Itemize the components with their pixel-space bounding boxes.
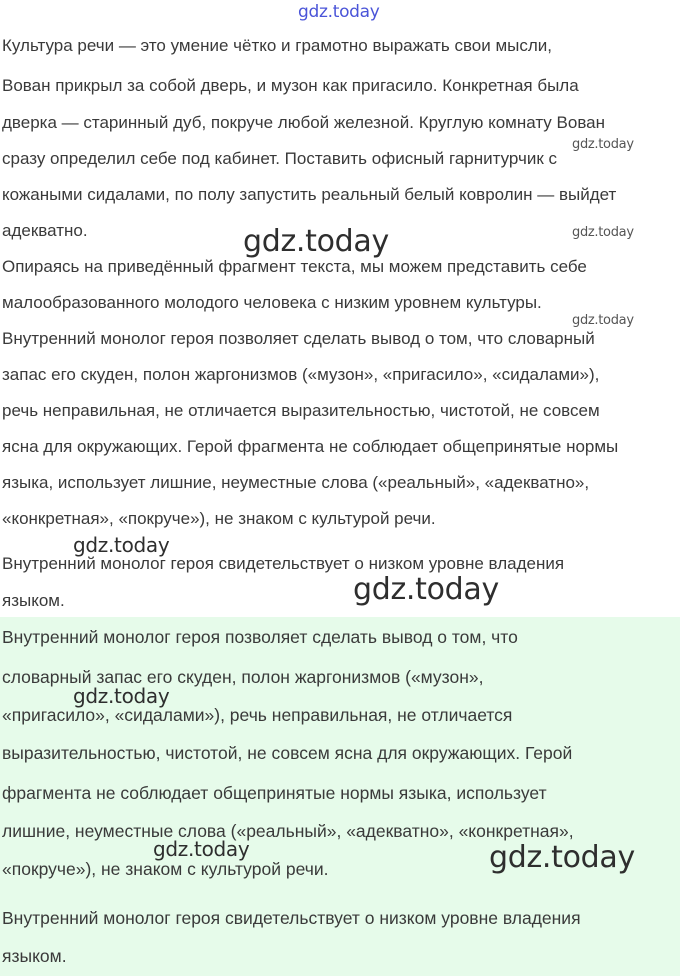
text-line: ясна для окружающих. Герой фрагмента не соблюдает общепринятые нормы — [2, 437, 619, 456]
text-line: языка, использует лишние, неуместные слова («реальный», «адекватно», — [2, 473, 590, 492]
text-line: лишние, неуместные слова («реальный», «адекватно», «конкретная», — [2, 821, 574, 841]
text-line: фрагмента не соблюдает общепринятые нормы языка, использует — [2, 783, 547, 803]
text-line: языком. — [2, 946, 67, 966]
text-line: запас его скуден, полон жаргонизмов («музон», «пригасило», «сидалами»), — [2, 365, 600, 384]
text-line: Опираясь на приведённый фрагмент текста, мы можем представить себе — [2, 257, 587, 276]
watermark-text: gdz.today — [298, 2, 380, 22]
text-line: дверка — старинный дуб, покруче любой железной. Круглую комнату Вован — [2, 113, 606, 132]
text-line: «покруче»), не знаком с культурой речи. — [2, 859, 329, 879]
text-line: Вован прикрыл за собой дверь, и музон как пригасило. Конкретная была — [2, 76, 579, 95]
text-line: сразу определил себе под кабинет. Поставить офисный гарнитурчик с — [2, 149, 558, 168]
text-line: малообразованного молодого человека с низким уровнем культуры. — [2, 293, 542, 312]
text-line: Внутренний монолог героя свидетельствует о низком уровне владения — [2, 554, 565, 573]
watermark-text: gdz.today — [572, 225, 634, 240]
watermark-text: gdz.today — [572, 137, 634, 152]
text-line: Внутренний монолог героя позволяет сделать вывод о том, что словарный — [2, 329, 595, 348]
text-line: словарный запас его скуден, полон жаргонизмов («музон», — [2, 667, 484, 687]
watermark-text: gdz.today — [243, 224, 389, 259]
watermark-text: gdz.today — [572, 313, 634, 328]
text-line: Внутренний монолог героя свидетельствует о низком уровне владения — [2, 908, 581, 928]
text-line: языком. — [2, 591, 65, 610]
watermark-text: gdz.today — [489, 840, 635, 875]
text-line: «пригасило», «сидалами»), речь неправильная, не отличается — [2, 705, 513, 725]
text-line: Внутренний монолог героя позволяет сделать вывод о том, что — [2, 627, 518, 647]
text-line: «конкретная», «покруче»), не знаком с культурой речи. — [2, 509, 436, 528]
watermark-text: gdz.today — [353, 572, 499, 607]
text-line: адекватно. — [2, 221, 88, 240]
watermark-text: gdz.today — [153, 837, 250, 861]
watermark-text: gdz.today — [73, 684, 170, 708]
text-line: кожаными сидалами, по полу запустить реальный белый ковролин — выйдет — [2, 185, 617, 204]
watermark-text: gdz.today — [73, 533, 170, 557]
text-line: речь неправильная, не отличается выразительностью, чистотой, не совсем — [2, 401, 600, 420]
text-line: выразительностью, чистотой, не совсем ясна для окружающих. Герой — [2, 743, 573, 763]
text-line: Культура речи — это умение чётко и грамотно выражать свои мысли, — [2, 36, 553, 55]
